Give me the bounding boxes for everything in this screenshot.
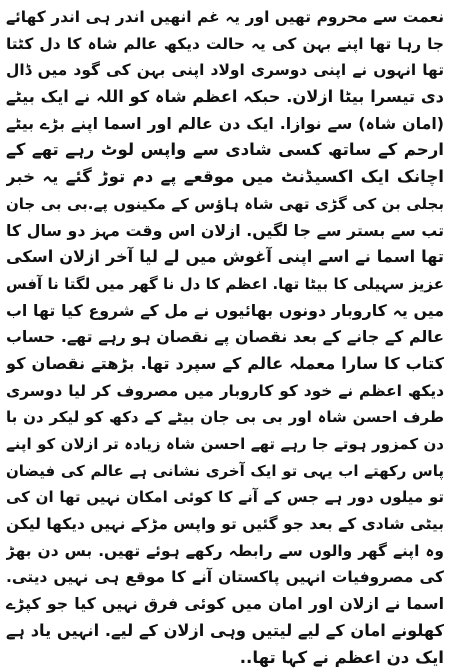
story-text	[6, 4, 444, 671]
text-line: (امان شاہ) سے نوازا. ایک دن عالم اور اسما اپنے بڑے بیٹے	[6, 111, 444, 138]
text-line: کھلونے امان کے لیے لیتیں وہی ازلان کے لیے. انہیں یاد ہے	[6, 618, 444, 645]
text-line: جا رہا تھا اپنے بہن کی یہ حالت دیکھ عالم شاہ کا دل کٹتا	[6, 31, 444, 58]
text-line: عالم کے جانے کے بعد نقصان پے نقصان ہو رہے تھے. حساب	[6, 324, 444, 351]
text-line: دیکھ اعظم نے خود کو کاروبار میں مصروف کر لیا دوسری	[6, 378, 444, 405]
text-line: تھا انہوں نے اپنی دوسری اولاد اپنی بہن کی گود میں ڈال	[6, 57, 444, 84]
text-line: عزیز سہیلی کا بیٹا تھا. اعظم کا دل نا گھر میں لگتا نا آفس	[6, 271, 444, 298]
text-line: نعمت سے محروم تھیں اور یہ غم انھیں اندر ہی اندر کھائے	[6, 4, 444, 31]
text-line: کتاب کا سارا معملہ عالم کے سپرد تھا. بڑھتے نقصان کو	[6, 351, 444, 378]
text-line: دن کمزور ہوتے جا رہے تھے احسن شاہ زیادہ تر ازلان کو اپنے	[6, 431, 444, 458]
text-line: ارحم کے ساتھ کسی شادی سے واپس لوٹ رہے تھے کے	[6, 137, 444, 164]
text-line: وہ اپنے گھر والوں سے رابطہ رکھے ہوئے تھیں. بس دن بھڑ	[6, 538, 444, 565]
text-line: تب سے بستر سے جا لگیں. ازلان اس وقت مہز دو سال کا	[6, 218, 444, 245]
text-line: پاس رکھتے اب یہی تو ایک آخری نشانی ہے عالم کی فیضان	[6, 458, 444, 485]
text-line: اچانک ایک اکسیڈنٹ میں موقعے پے دم توڑ گئے یہ خبر	[6, 164, 444, 191]
text-line: بیٹی شادی کے بعد جو گئیں تو واپس مڑکے نہیں دیکھا لیکن	[6, 511, 444, 538]
text-line: تھا اسما نے اسے اپنی آغوش میں لے لیا آخر ازلان اسکی	[6, 244, 444, 271]
text-line: بجلی بن کی گڑی تھی شاہ ہاؤس کے مکینوں پے.بی بی جان	[6, 191, 444, 218]
text-line: طرف احسن شاہ اور بی بی جان بیٹے کے دکھ کو لیکر دن با	[6, 404, 444, 431]
text-line: تو میلوں دور ہے جس کے آنے کا کوئی امکان نہیں تھا ان کی	[6, 484, 444, 511]
text-line: دی تیسرا بیٹا ازلان. حبکہ اعظم شاہ کو اللہ نے ایک بیٹے	[6, 84, 444, 111]
text-line: کی مصروفیات انہیں پاکستان آنے کا موقع ہی نہیں دیتی.	[6, 564, 444, 591]
text-line: میں یہ کاروبار دونوں بھائیوں نے مل کے شروع کیا تھا اب	[6, 298, 444, 325]
text-line-last: ایک دن اعظم نے کہا تھا..	[6, 645, 444, 671]
text-line: اسما نے ازلان اور امان میں کوئی فرق نہیں کیا جو کپڑے	[6, 591, 444, 618]
